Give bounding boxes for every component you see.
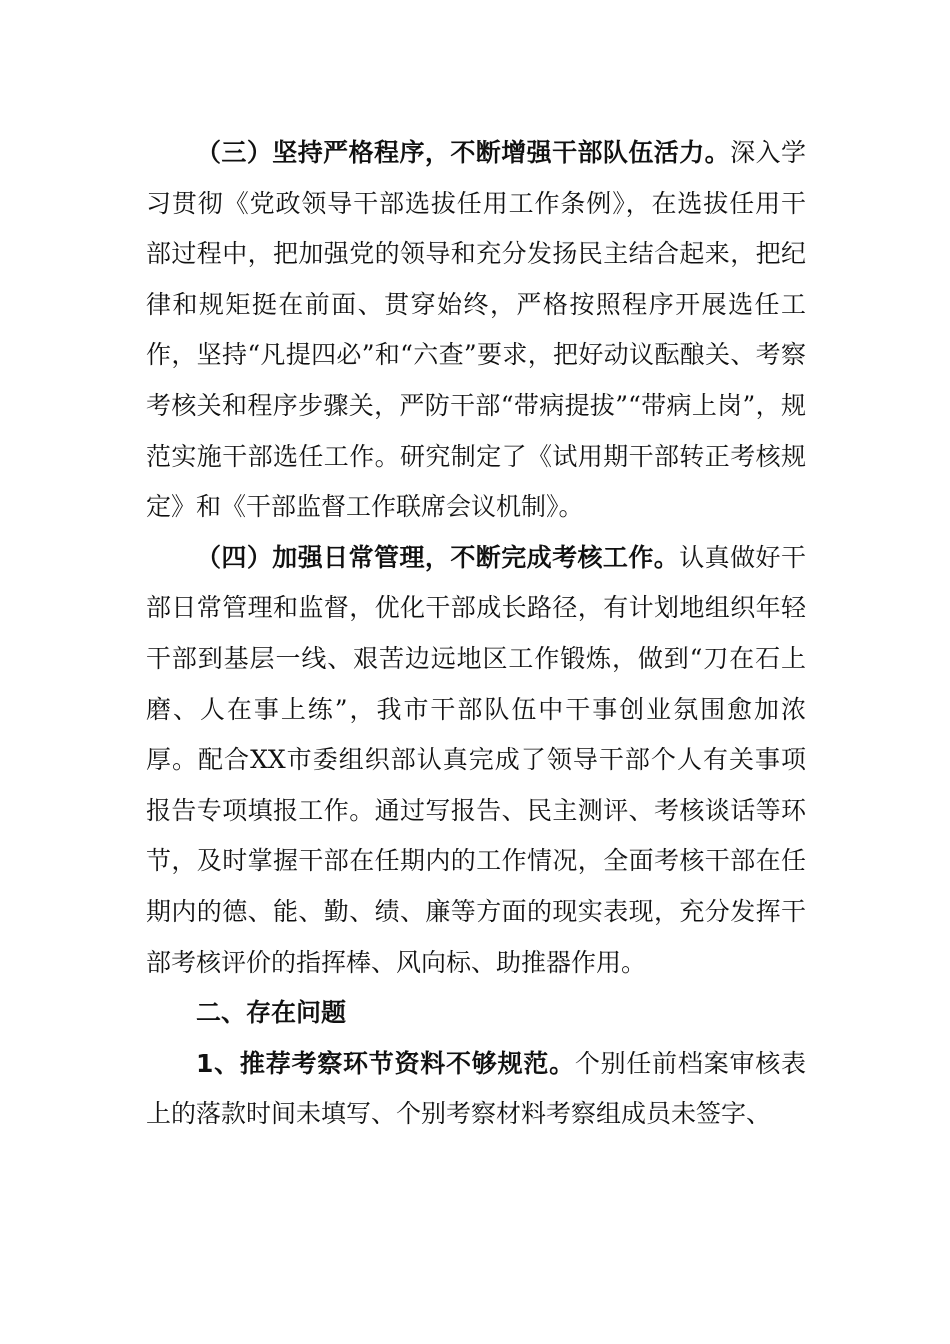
paragraph-daily-management — [146, 533, 806, 988]
document-page — [146, 128, 806, 1140]
paragraph-body: 认真做好干部日常管理和监督，优化干部成长路径，有计划地组织年轻干部到基层一线、艰苦边远地区工作锻炼，做到“刀在石上磨、人在事上练”，我市干部队伍中干事创业氛围愈加浓厚。配合XX市委组织部认真完成了领导干部个人有关事项报告专项填报工作。通过写报告、民主测评、考核谈话等环节，及时掌握干部在任期内的工作情况，全面考核干部在任期内的德、能、勤、绩、廉等方面的现实表现，充分发挥干部考核评价的指挥棒、风向标、助推器作用。 — [146, 542, 806, 977]
paragraph-strict-procedure — [146, 128, 806, 533]
paragraph-lead-heading: （四）加强日常管理，不断完成考核工作。 — [196, 542, 680, 572]
paragraph-body: 深入学习贯彻《党政领导干部选拔任用工作条例》，在选拔任用干部过程中，把加强党的领导和充分发扬民主结合起来，把纪律和规矩挺在前面、贯穿始终，严格按照程序开展选任工作，坚持“凡提四必”和“六查”要求，把好动议酝酿关、考察考核关和程序步骤关，严防干部“带病提拔”“带病上岗”，规范实施干部选任工作。研究制定了《试用期干部转正考核规定》和《干部监督工作联席会议机制》。 — [146, 138, 806, 522]
paragraph-issue-1 — [146, 1039, 806, 1140]
section-heading-problems: 二、存在问题 — [196, 998, 347, 1028]
issue-body: 个别任前档案审核表上的落款时间未填写、个别考察材料考察组成员未签字、 — [146, 1048, 806, 1129]
paragraph-lead-heading: （三）坚持严格程序，不断增强干部队伍活力。 — [196, 138, 731, 167]
issue-lead-heading: 1、推荐考察环节资料不够规范。 — [196, 1048, 575, 1078]
